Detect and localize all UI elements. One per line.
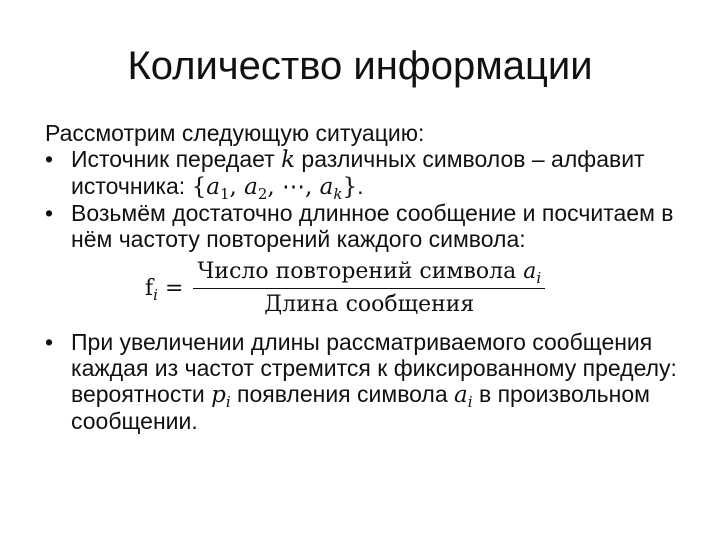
comma: , [229,174,245,200]
math-var-a: a [523,259,537,284]
math-var-a: a [454,382,468,408]
frequency-formula [145,258,685,319]
subscript: k [333,185,343,203]
bullet-text: появления символа [230,381,455,407]
comma: , [305,174,320,200]
math-var-a: a [319,174,334,200]
period: . [357,173,364,199]
math-var-p: p [211,382,226,408]
ellipsis: ⋯ [282,174,306,200]
alphabet-set [191,174,358,203]
brace-open: { [191,174,207,200]
slide-title: Количество информации [127,44,593,88]
math-var-a: a [206,174,220,200]
bullet-item-2 [45,200,685,252]
subscript: 1 [219,185,230,203]
bullet-text: различных символов – алфавит источника: [71,146,645,199]
subscript: i [153,285,158,304]
formula-fraction [193,258,545,319]
bullet-dot: • [45,200,54,226]
bullet-dot: • [45,329,54,355]
fraction-numerator [193,258,545,289]
subscript: i [225,393,231,411]
math-var-k: k [281,147,296,173]
fraction-denominator: Длина сообщения [264,292,475,317]
math-var-f: f [145,275,154,301]
bullet-text: Источник передает [71,146,282,172]
comma: , [267,174,283,200]
bullet-text: в произвольном сообщении. [71,381,650,434]
bullet-dot: • [45,146,54,172]
bullet-item-3 [45,329,685,434]
bullet-item-1 [45,146,685,203]
formula-lhs [145,276,183,302]
bullet-text: Возьмём достаточно длинное сообщение и посчитаем в нём частоту повторений каждого символа: [71,200,674,252]
equals-sign: = [164,275,184,301]
numerator-text: Число повторений символа [197,259,524,284]
slide-body [45,120,685,434]
subscript: 2 [257,185,268,203]
bullet-text: При увеличении длины рассматриваемого сообщения каждая из частот стремится к фиксированному пределу: вероятности [71,329,677,407]
math-var-a: a [244,174,258,200]
subscript: i [536,269,542,287]
subscript: i [467,393,473,411]
brace-close: } [342,174,358,200]
intro-text: Рассмотрим следующую ситуацию: [45,120,425,146]
